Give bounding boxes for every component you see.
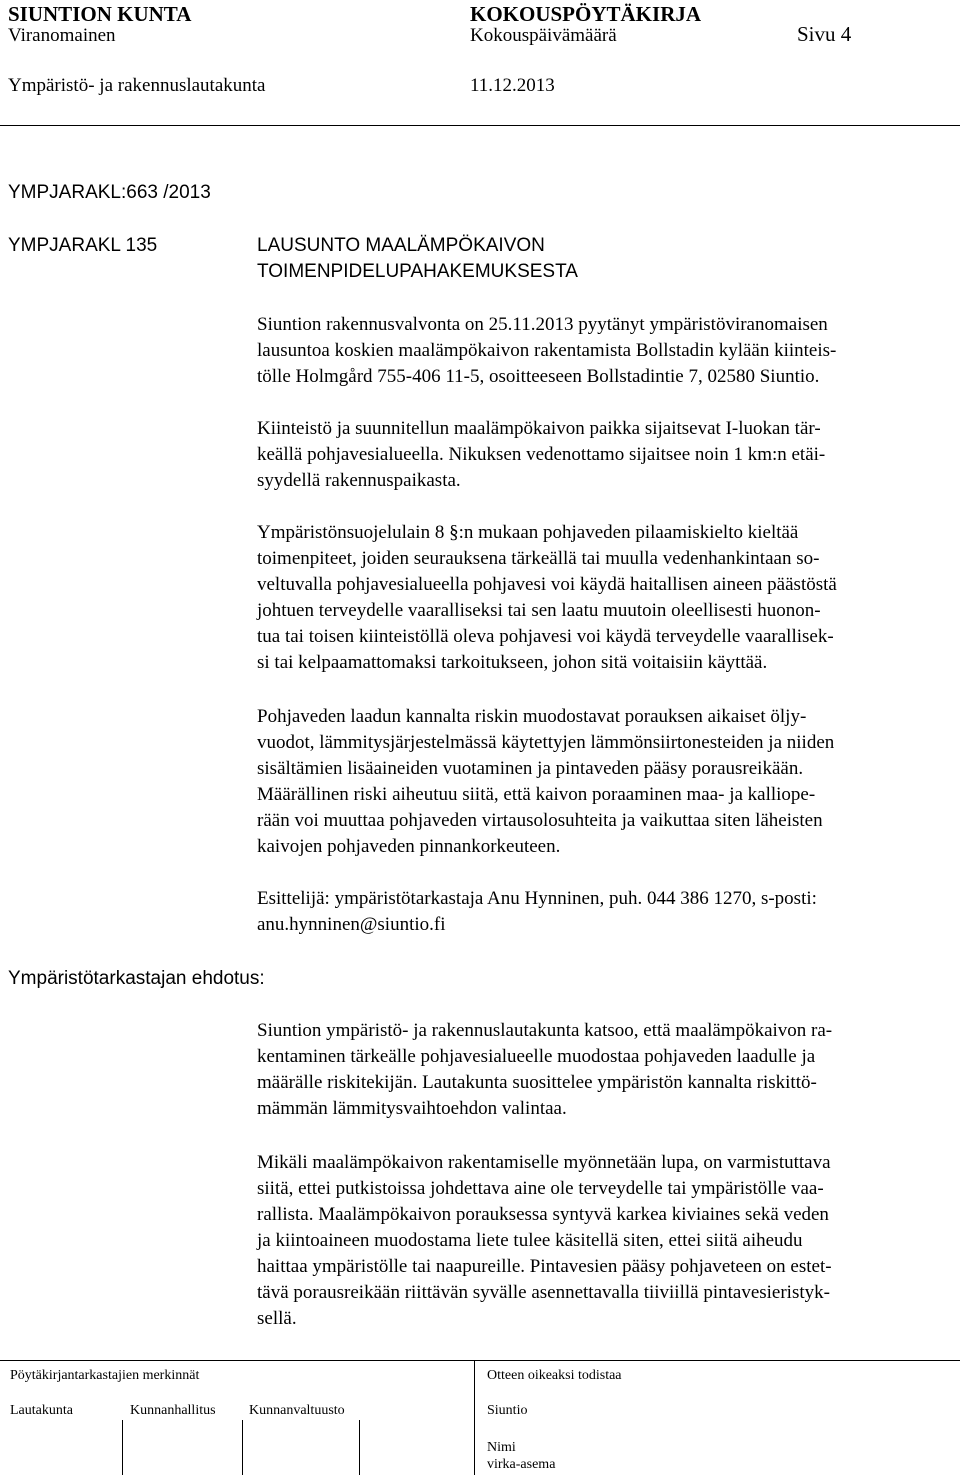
text-line: veltuvalla pohjavesialueella pohjavesi voi käydä haitallisen aineen päästöstä xyxy=(257,574,837,595)
footer-vertical-divider xyxy=(474,1360,475,1475)
text-line: Ympäristönsuojelulain 8 §:n mukaan pohjaveden pilaamiskielto kieltää xyxy=(257,522,799,543)
text-line: Siuntion ympäristö- ja rakennuslautakunta katsoo, että maalämpökaivon ra- xyxy=(257,1020,833,1041)
paragraph-location xyxy=(257,416,947,494)
paragraph-request xyxy=(257,312,947,390)
footer-title-label: virka-asema xyxy=(487,1457,556,1472)
footer-col-kunnanhallitus: Kunnanhallitus xyxy=(130,1403,216,1418)
paragraph-risks xyxy=(257,704,947,860)
paragraph-conditions xyxy=(257,1150,947,1332)
signers-label: Pöytäkirjantarkastajien merkinnät xyxy=(10,1368,200,1383)
text-line: tua tai toisen kiinteistöllä oleva pohjavesi voi käydä terveydelle vaarallisek- xyxy=(257,626,834,647)
text-line: Pohjaveden laadun kannalta riskin muodostavat porauksen aikaiset öljy- xyxy=(257,706,807,727)
text-line: toimenpiteet, joiden seurauksena tärkeällä tai muulla vedenhankintaan so- xyxy=(257,548,820,569)
text-line: si tai kelpaamattomaksi tarkoitukseen, johon sitä voitaisiin käyttää. xyxy=(257,652,768,673)
text-line: Mikäli maalämpökaivon rakentamiselle myönnetään lupa, on varmistuttava xyxy=(257,1152,831,1173)
text-line: ja kiintoaineen muodostama liete tulee käsitellä siten, ettei siitä aiheudu xyxy=(257,1230,803,1251)
footer-col-divider-2 xyxy=(242,1420,243,1475)
text-line: rään voi muuttaa pohjaveden virtausolosuhteita ja vaikuttaa siten läheisten xyxy=(257,810,823,831)
paragraph-proposal xyxy=(257,1018,947,1122)
proposal-label: Ympäristötarkastajan ehdotus: xyxy=(8,968,265,989)
case-title-line2: TOIMENPIDELUPAHAKEMUKSESTA xyxy=(257,261,578,282)
text-line: Määrällinen riski aiheutuu siitä, että kaivon poraaminen maa- ja kalliope- xyxy=(257,784,816,805)
footer-col-divider-3 xyxy=(359,1420,360,1475)
text-line: tölle Holmgård 755-406 11-5, osoitteeseen Bollstadintie 7, 02580 Siuntio. xyxy=(257,366,820,387)
meeting-date-label: Kokouspäivämäärä xyxy=(470,25,617,46)
text-line: siitä, ettei putkistoissa johdettava aine ole terveydelle tai ympäristölle vaa- xyxy=(257,1178,824,1199)
page-number: Sivu 4 xyxy=(797,22,852,46)
meeting-date: 11.12.2013 xyxy=(470,75,555,96)
footer-col-kunnanvaltuusto: Kunnanvaltuusto xyxy=(249,1403,345,1418)
case-reference: YMPJARAKL:663 /2013 xyxy=(8,182,211,203)
presenter-email: anu.hynninen@siuntio.fi xyxy=(257,914,446,935)
text-line: keällä pohjavesialueella. Nikuksen vedenottamo sijaitsee noin 1 km:n etäi- xyxy=(257,444,826,465)
text-line: tävä porausreikään riittävän syvälle asennettavalla tiiviillä pintavesieristyk- xyxy=(257,1282,830,1303)
text-line: Kiinteistö ja suunnitellun maalämpökaivon paikka sijaitsevat I-luokan tär- xyxy=(257,418,821,439)
organization-name: SIUNTION KUNTA xyxy=(8,2,192,26)
text-line: johtuen terveydelle vaaralliseksi tai sen laatu muutoin oleellisesti huonon- xyxy=(257,600,821,621)
paragraph-law xyxy=(257,520,947,676)
footer-name-label: Nimi xyxy=(487,1440,516,1455)
text-line: määrälle riskitekijän. Lautakunta suosittelee ympäristön kannalta riskittö- xyxy=(257,1072,817,1093)
text-line: kaivojen pohjaveden pinnankorkeuteen. xyxy=(257,836,561,857)
paragraph-presenter xyxy=(257,886,947,938)
text-line: mämmän lämmitysvaihtoehdon valintaa. xyxy=(257,1098,567,1119)
text-line: sisältämien lisäaineiden vuotaminen ja pintaveden pääsy porausreikään. xyxy=(257,758,804,779)
footer-place: Siuntio xyxy=(487,1403,528,1418)
section-number: YMPJARAKL 135 xyxy=(8,235,158,256)
case-title-line1: LAUSUNTO MAALÄMPÖKAIVON xyxy=(257,235,545,256)
text-line: kentaminen tärkeälle pohjavesialueelle muodostaa pohjaveden laadulle ja xyxy=(257,1046,816,1067)
text-line: rallista. Maalämpökaivon porauksessa syntyvä karkea kiviaines sekä veden xyxy=(257,1204,829,1225)
text-line: Esittelijä: ympäristötarkastaja Anu Hynninen, puh. 044 386 1270, s-posti: xyxy=(257,888,817,909)
text-line: Siuntion rakennusvalvonta on 25.11.2013 pyytänyt ympäristöviranomaisen xyxy=(257,314,828,335)
authority-label: Viranomainen xyxy=(8,25,116,46)
certified-label: Otteen oikeaksi todistaa xyxy=(487,1368,622,1383)
text-line: haittaa ympäristölle tai naapureille. Pintavesien pääsy pohjaveteen on estet- xyxy=(257,1256,832,1277)
authority-name: Ympäristö- ja rakennuslautakunta xyxy=(8,75,266,96)
text-line: syydellä rakennuspaikasta. xyxy=(257,470,461,491)
footer-divider xyxy=(0,1360,960,1361)
footer-col-lautakunta: Lautakunta xyxy=(10,1403,73,1418)
footer-col-divider-1 xyxy=(122,1420,123,1475)
document-type: KOKOUSPÖYTÄKIRJA xyxy=(470,2,702,26)
header-divider xyxy=(0,125,960,126)
text-line: sellä. xyxy=(257,1308,297,1329)
text-line: vuodot, lämmitysjärjestelmässä käytettyjen lämmönsiirtonesteiden ja niiden xyxy=(257,732,835,753)
text-line: lausuntoa koskien maalämpökaivon rakentamista Bollstadin kylään kiinteis- xyxy=(257,340,837,361)
